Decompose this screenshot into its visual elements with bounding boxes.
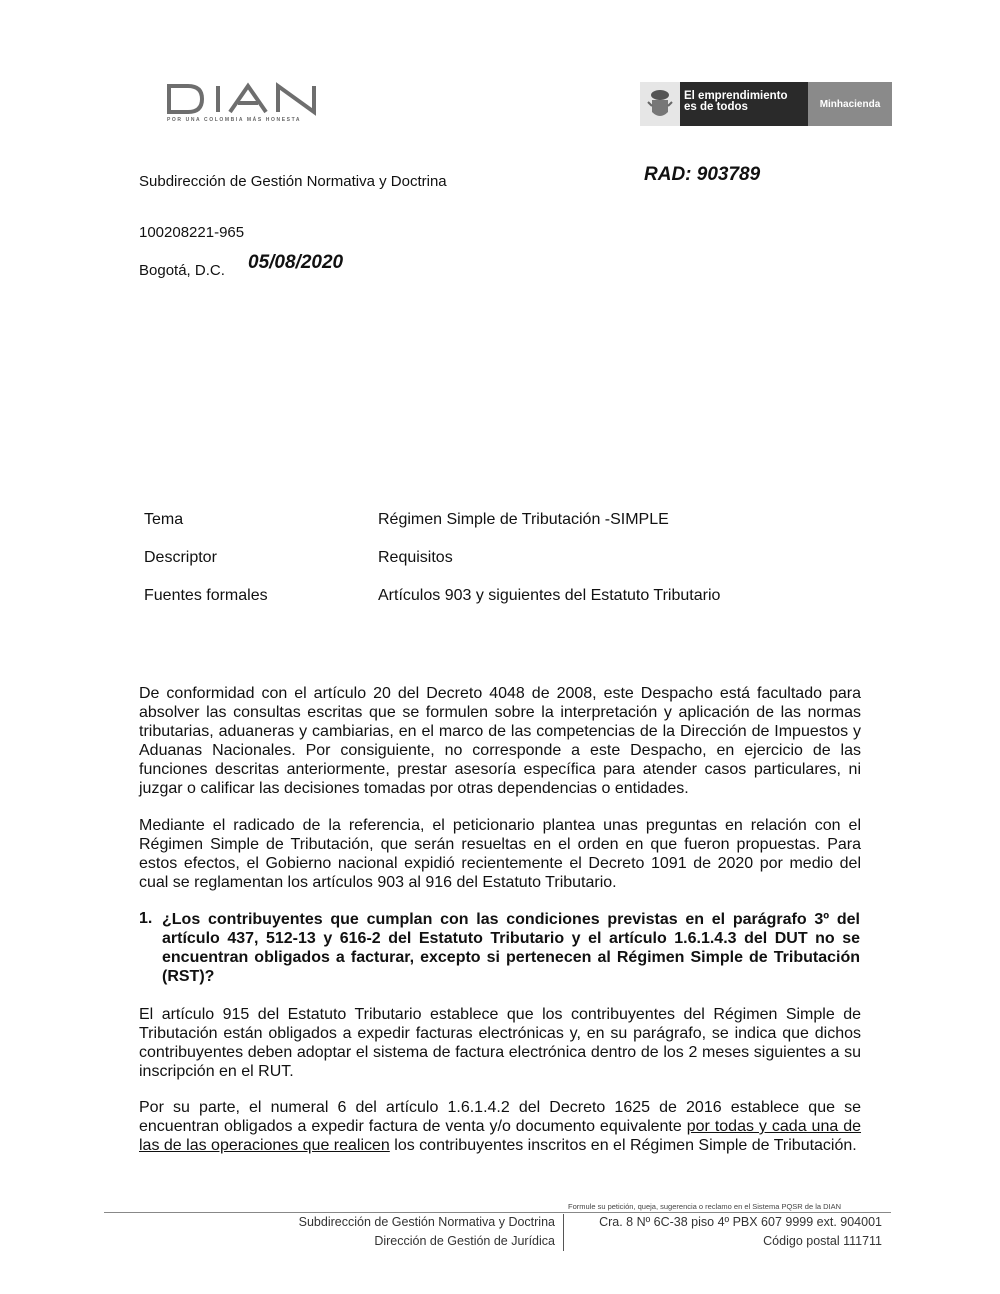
info-value-tema: Régimen Simple de Tributación -SIMPLE bbox=[378, 511, 669, 528]
reference-number: 100208221-965 bbox=[139, 224, 245, 241]
footer-note: Formule su petición, queja, sugerencia o reclamo en el Sistema PQSR de la DIAN bbox=[568, 1202, 842, 1211]
footer-directorate: Dirección de Gestión de Jurídica bbox=[374, 1234, 555, 1248]
info-label-descriptor: Descriptor bbox=[144, 549, 217, 566]
footer-postal-code: Código postal 111711 bbox=[763, 1234, 882, 1248]
info-value-fuentes: Artículos 903 y siguientes del Estatuto Tributario bbox=[378, 587, 721, 604]
dian-wordmark bbox=[166, 82, 326, 116]
city: Bogotá, D.C. bbox=[139, 262, 225, 279]
dian-logo bbox=[166, 82, 326, 128]
footer-vertical-divider bbox=[563, 1214, 564, 1251]
office-name: Subdirección de Gestión Normativa y Doctrina bbox=[139, 173, 447, 190]
footer-office: Subdirección de Gestión Normativa y Doctrina bbox=[298, 1215, 555, 1229]
dian-tagline: POR UNA COLOMBIA MÁS HONESTA bbox=[167, 117, 302, 123]
paragraph-4-underlined: por todas y cada una de las de las operaciones que realicen bbox=[139, 1118, 862, 1154]
document-date: 05/08/2020 bbox=[248, 252, 344, 273]
paragraph-4-text-a: Por su parte, el numeral 6 del artículo 1.6.1.4.2 del Decreto 1625 de 2016 establece que se encuentran obligados a expedir factura de venta y/o documento equivalente bbox=[139, 1099, 861, 1135]
rad-number: RAD: 903789 bbox=[644, 164, 761, 185]
paragraph-4 bbox=[139, 1098, 861, 1155]
slogan-line-1: El emprendimiento bbox=[684, 90, 788, 102]
gov-banner bbox=[640, 82, 892, 126]
footer-divider bbox=[104, 1212, 891, 1213]
info-label-fuentes: Fuentes formales bbox=[144, 587, 268, 604]
slogan-line-2: es de todos bbox=[684, 101, 748, 113]
paragraph-4-text-b: los contribuyentes inscritos en el Régimen Simple de Tributación. bbox=[389, 1137, 857, 1154]
coat-of-arms-icon bbox=[640, 82, 680, 126]
ministry-label: Minhacienda bbox=[808, 82, 892, 126]
paragraph-3: El artículo 915 del Estatuto Tributario establece que los contribuyentes del Régimen Simple de Tributación están obligados a expedir facturas electrónicas y, en su parágrafo, se indica que dichos contribuyentes deben adoptar el sistema de factura electrónica dentro de los 2 meses siguientes a su inscripción en el RUT. bbox=[139, 1006, 861, 1080]
gov-slogan bbox=[684, 91, 804, 113]
question-1: ¿Los contribuyentes que cumplan con las condiciones previstas en el parágrafo 3º del artículo 437, 512-13 y 616-2 del Estatuto Tributario y el artículo 1.6.1.4.3 del DUT no se encuentran obligados a facturar, excepto si pertenecen al Régimen Simple de Tributación (RST)? bbox=[162, 911, 860, 985]
question-number: 1. bbox=[139, 910, 153, 927]
footer-address: Cra. 8 Nº 6C-38 piso 4º PBX 607 9999 ext. 904001 bbox=[599, 1215, 882, 1229]
info-value-descriptor: Requisitos bbox=[378, 549, 453, 566]
info-label-tema: Tema bbox=[144, 511, 184, 528]
paragraph-1: De conformidad con el artículo 20 del Decreto 4048 de 2008, este Despacho está facultado para absolver las consultas escritas que se formulen sobre la interpretación y aplicación de las normas tributarias, aduaneras y cambiarias, en el marco de las competencias de la Dirección de Impuestos y Aduanas Nacionales. Por consiguiente, no corresponde a este Despacho, en ejercicio de las funciones descritas anteriormente, prestar asesoría específica para atender casos particulares, ni juzgar o calificar las decisiones tomadas por otras dependencias o entidades. bbox=[139, 685, 861, 797]
paragraph-2: Mediante el radicado de la referencia, el peticionario plantea unas preguntas en relación con el Régimen Simple de Tributación, que serán resueltas en el orden en que fueron propuestas. Para estos efectos, el Gobierno nacional expidió recientemente el Decreto 1091 de 2020 por medio del cual se reglamentan los artículos 903 al 916 del Estatuto Tributario. bbox=[139, 817, 861, 891]
